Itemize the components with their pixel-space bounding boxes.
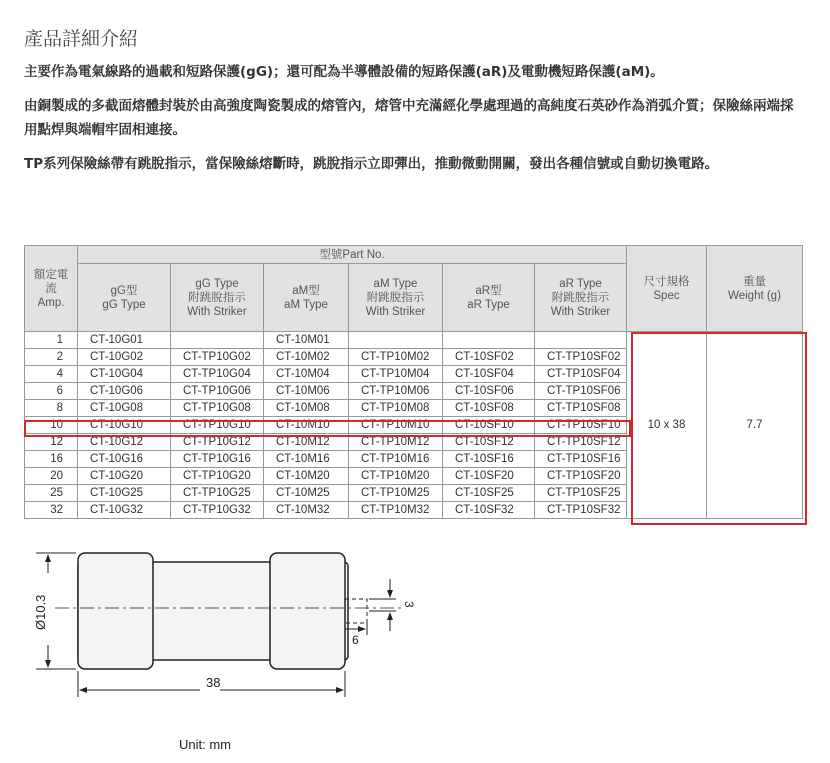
part-number-cell: [171, 332, 264, 349]
spec-header: 尺寸規格 Spec: [627, 246, 707, 332]
ar-type-header: aR型 aR Type: [443, 264, 535, 332]
part-number-cell: CT-TP10M12: [349, 434, 443, 451]
amp-header: 額定電流 Amp.: [25, 246, 78, 332]
amp-cell: 32: [25, 502, 78, 519]
part-number-cell: CT-10M12: [264, 434, 349, 451]
part-number-cell: CT-TP10G16: [171, 451, 264, 468]
spec-value: 10 x 38: [627, 332, 707, 519]
gg-striker-header: gG Type 附跳脫指示 With Striker: [171, 264, 264, 332]
part-number-cell: CT-TP10M10: [349, 417, 443, 434]
am-type-header: aM型 aM Type: [264, 264, 349, 332]
unit-label: Unit: mm: [179, 737, 231, 752]
part-number-cell: CT-10M06: [264, 383, 349, 400]
amp-cell: 6: [25, 383, 78, 400]
part-number-cell: CT-TP10M06: [349, 383, 443, 400]
page-title: 產品詳細介紹: [24, 28, 139, 50]
part-number-cell: CT-10G08: [78, 400, 171, 417]
part-number-cell: CT-10M02: [264, 349, 349, 366]
part-number-cell: CT-TP10M08: [349, 400, 443, 417]
amp-cell: 20: [25, 468, 78, 485]
part-number-cell: CT-TP10G25: [171, 485, 264, 502]
part-number-cell: CT-TP10M20: [349, 468, 443, 485]
part-number-cell: CT-TP10G12: [171, 434, 264, 451]
part-number-cell: CT-TP10SF12: [535, 434, 627, 451]
part-number-cell: CT-10M04: [264, 366, 349, 383]
striker-length-label: 6: [352, 633, 359, 647]
part-number-cell: CT-10SF02: [443, 349, 535, 366]
part-number-cell: CT-TP10SF08: [535, 400, 627, 417]
part-number-cell: [443, 332, 535, 349]
part-number-cell: CT-TP10G04: [171, 366, 264, 383]
part-number-cell: CT-TP10G08: [171, 400, 264, 417]
spec-table: [24, 245, 803, 519]
part-number-cell: [349, 332, 443, 349]
part-number-cell: CT-10SF16: [443, 451, 535, 468]
part-number-cell: CT-TP10M02: [349, 349, 443, 366]
amp-cell: 10: [25, 417, 78, 434]
part-number-cell: [535, 332, 627, 349]
part-number-cell: CT-TP10SF16: [535, 451, 627, 468]
part-number-cell: CT-TP10SF25: [535, 485, 627, 502]
part-number-cell: CT-TP10G10: [171, 417, 264, 434]
part-number-cell: CT-TP10M25: [349, 485, 443, 502]
part-number-cell: CT-10G12: [78, 434, 171, 451]
amp-cell: 1: [25, 332, 78, 349]
part-number-cell: CT-10M08: [264, 400, 349, 417]
part-number-cell: CT-10G16: [78, 451, 171, 468]
fuse-endcap-right: [270, 553, 345, 669]
part-number-cell: CT-TP10SF06: [535, 383, 627, 400]
part-number-cell: CT-10SF32: [443, 502, 535, 519]
part-number-cell: CT-10M20: [264, 468, 349, 485]
amp-cell: 25: [25, 485, 78, 502]
part-number-cell: CT-10M16: [264, 451, 349, 468]
part-number-cell: CT-10M01: [264, 332, 349, 349]
part-number-cell: CT-10SF20: [443, 468, 535, 485]
part-number-cell: CT-TP10M16: [349, 451, 443, 468]
part-number-cell: CT-TP10SF04: [535, 366, 627, 383]
amp-cell: 4: [25, 366, 78, 383]
striker-height-label: 3: [402, 601, 416, 608]
part-number-cell: CT-10M25: [264, 485, 349, 502]
amp-cell: 16: [25, 451, 78, 468]
fuse-dimension-drawing: [20, 545, 420, 705]
part-number-cell: CT-TP10SF10: [535, 417, 627, 434]
weight-header: 重量 Weight (g): [707, 246, 803, 332]
amp-cell: 8: [25, 400, 78, 417]
part-no-header: 型號Part No.: [78, 246, 627, 264]
gg-type-header: gG型 gG Type: [78, 264, 171, 332]
part-number-cell: CT-TP10SF02: [535, 349, 627, 366]
part-number-cell: CT-10M10: [264, 417, 349, 434]
fuse-endcap-left: [78, 553, 153, 669]
part-number-cell: CT-TP10G06: [171, 383, 264, 400]
description-paragraph-1: 主要作為電氣線路的過載和短路保護(gG)；還可配為半導體設備的短路保護(aR)及電動機短路保護(aM)。: [24, 64, 664, 80]
description-paragraph-3: TP系列保險絲帶有跳脫指示，當保險絲熔斷時，跳脫指示立即彈出，推動微動開關，發出各種信號或自動切換電路。: [24, 156, 719, 172]
part-number-cell: CT-10G10: [78, 417, 171, 434]
part-number-cell: CT-10G25: [78, 485, 171, 502]
part-number-cell: CT-10G02: [78, 349, 171, 366]
ar-striker-header: aR Type 附跳脫指示 With Striker: [535, 264, 627, 332]
amp-cell: 2: [25, 349, 78, 366]
part-number-cell: CT-TP10G20: [171, 468, 264, 485]
part-number-cell: CT-10SF06: [443, 383, 535, 400]
part-number-cell: CT-10SF12: [443, 434, 535, 451]
length-label: 38: [206, 675, 221, 690]
part-number-cell: CT-10M32: [264, 502, 349, 519]
diameter-label: Ø10.3: [33, 594, 48, 630]
part-number-cell: CT-10G04: [78, 366, 171, 383]
table-row: [25, 332, 803, 349]
part-number-cell: CT-TP10SF32: [535, 502, 627, 519]
weight-value: 7.7: [707, 332, 803, 519]
part-number-cell: CT-10SF10: [443, 417, 535, 434]
part-number-cell: CT-10SF25: [443, 485, 535, 502]
part-number-cell: CT-TP10M32: [349, 502, 443, 519]
part-number-cell: CT-10G06: [78, 383, 171, 400]
part-number-cell: CT-10G20: [78, 468, 171, 485]
description-paragraph-2: 由銅製成的多截面熔體封裝於由高強度陶瓷製成的熔管內，熔管中充滿經化學處理過的高純度石英砂作為消弧介質；保險絲兩端採用點焊與端帽牢固相連接。: [24, 98, 794, 138]
am-striker-header: aM Type 附跳脫指示 With Striker: [349, 264, 443, 332]
part-number-cell: CT-10SF04: [443, 366, 535, 383]
part-number-cell: CT-10G32: [78, 502, 171, 519]
part-number-cell: CT-TP10G32: [171, 502, 264, 519]
part-number-cell: CT-10G01: [78, 332, 171, 349]
part-number-cell: CT-TP10SF20: [535, 468, 627, 485]
part-number-cell: CT-10SF08: [443, 400, 535, 417]
part-number-cell: CT-TP10G02: [171, 349, 264, 366]
part-number-cell: CT-TP10M04: [349, 366, 443, 383]
amp-cell: 12: [25, 434, 78, 451]
